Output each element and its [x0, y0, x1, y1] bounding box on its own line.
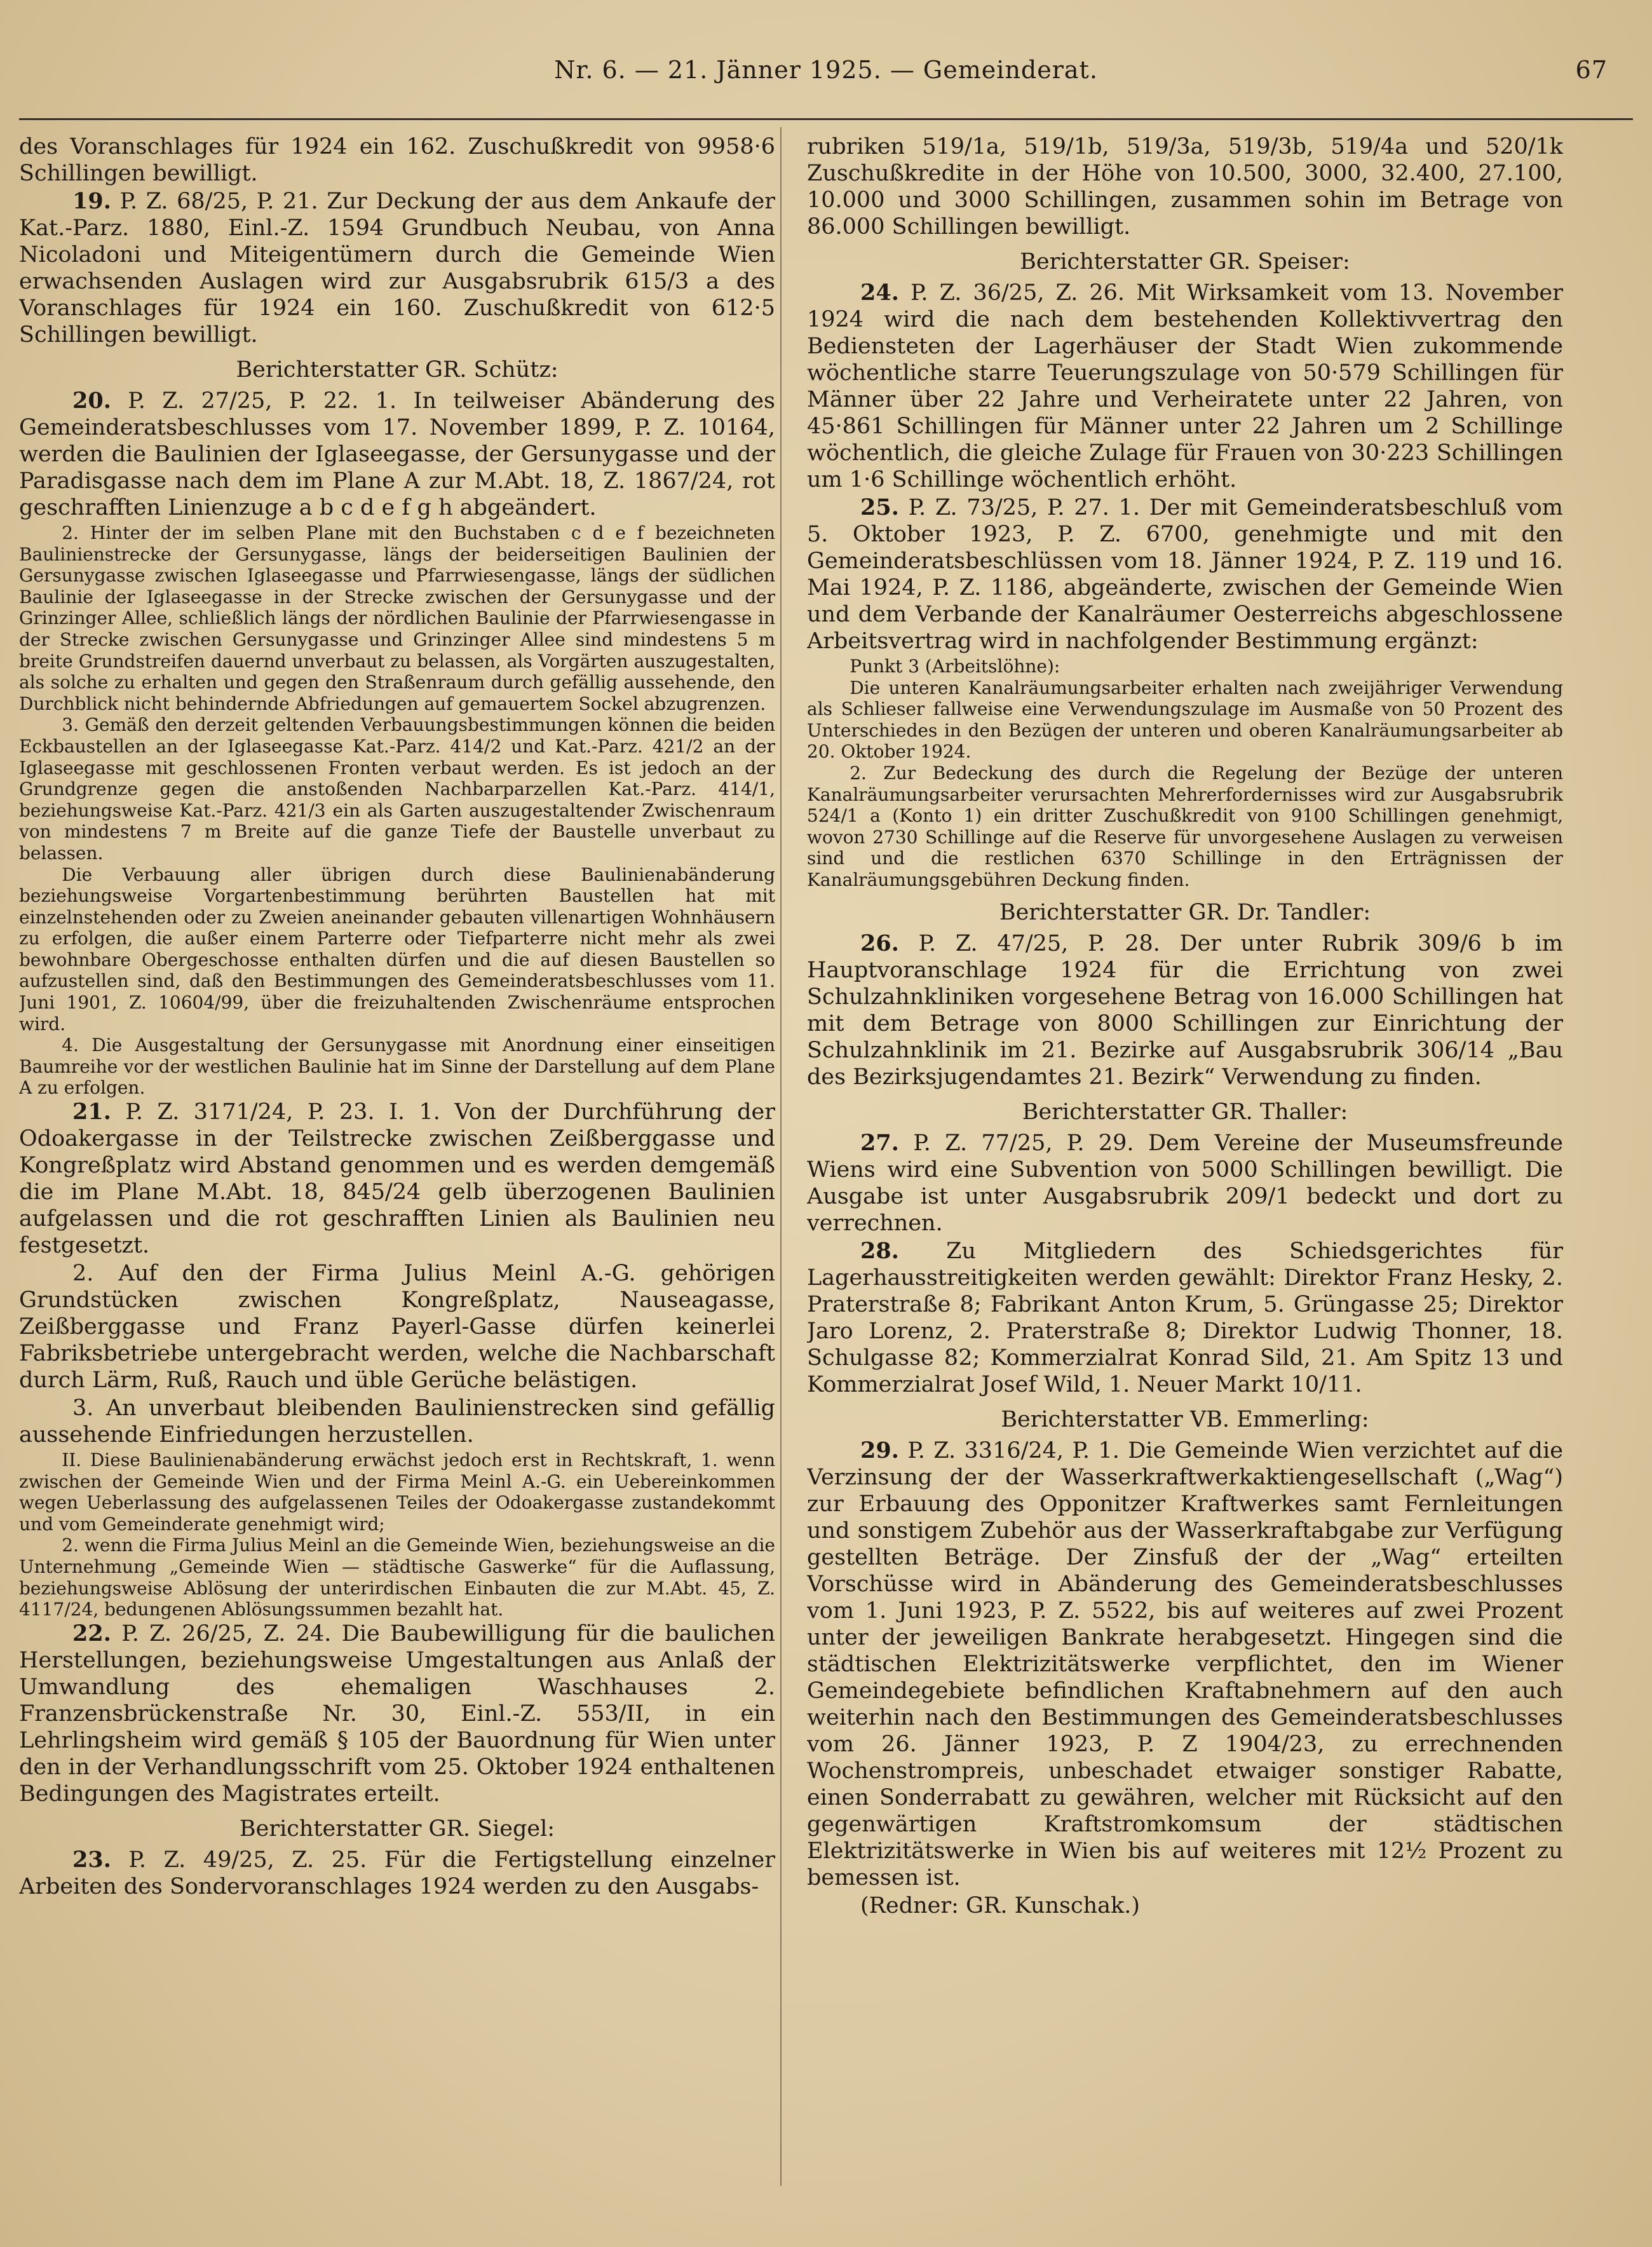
- paragraph-text: P. Z. 36/25, Z. 26. Mit Wirksamkeit vom 13. November 1924 wird die nach dem bestehenden Kollektivvertrag den Bediensteten der Lagerhäuser der Stadt Wien zukommende wöchentliche starre Teuerungszulage von 50·579 Schillingen für Männer über 22 Jahre und Verheiratete unter 22 Jahren, von 45·861 Schillingen für Männer unter 22 Jahren um 2 Schillinge wöchentlich, die gleiche Zulage für Frauen von 30·223 Schillingen um 1·6 Schillinge wöchentlich erhöht.: [807, 280, 1563, 492]
- fine-print-paragraph: [807, 763, 1563, 891]
- item-number: 26.: [860, 930, 899, 956]
- reporter-heading: Berichterstatter GR. Schütz:: [236, 357, 559, 383]
- item-number: 22.: [72, 1620, 111, 1646]
- fine-print-paragraph: [807, 656, 1563, 677]
- header-rule: [19, 118, 1633, 120]
- paragraph-text: Die Verbauung aller übrigen durch diese Baulinienabänderung beziehungsweise Vorgartenbestimmung berührten Baustellen hat mit einzelnstehenden oder zu Zweien aneinander gebauten villenartigen Wohnhäusern zu erfolgen, die außer einem Parterre oder Tiefparterre nicht mehr als zwei bewohnbare Obergeschosse enthalten dürfen und die auf diesen Baustellen so aufzustellen sind, daß den Bestimmungen des Gemeinderatsbeschlusses vom 11. Juni 1901, Z. 10604/99, über die freizuhaltenden Zwischenräume entsprochen wird.: [19, 864, 775, 1035]
- paragraph-text: Zu Mitgliedern des Schiedsgerichtes für Lagerhausstreitigkeiten werden gewählt: Direktor Franz Hesky, 2. Praterstraße 8; Fabrikant Anton Krum, 5. Grüngasse 25; Direktor Jaro Lorenz, 2. Praterstraße 8; Direktor Ludwig Thonner, 18. Schulgasse 82; Kommerzialrat Konrad Sild, 21. Am Spitz 13 und Kommerzialrat Josef Wild, 1. Neuer Markt 10/11.: [807, 1238, 1563, 1397]
- item-number: 24.: [860, 280, 899, 306]
- paragraph-text: rubriken 519/1a, 519/1b, 519/3a, 519/3b, 519/4a und 520/1k Zuschußkredite in der Höhe von 10.500, 3000, 32.400, 27.100, 10.000 und 3000 Schillingen, zusammen sohin im Betrage von 86.000 Schillingen bewilligt.: [807, 134, 1563, 240]
- paragraph-text: P. Z. 47/25, P. 28. Der unter Rubrik 309/6 b im Hauptvoranschlage 1924 für die Errichtung von zwei Schulzahnkliniken vorgesehene Betrag von 16.000 Schillingen hat mit dem Betrage von 8000 Schillingen zur Einrichtung der Schulzahnklinik im 21. Bezirke auf Ausgabsrubrik 306/14 „Bau des Bezirksjugendamtes 21. Bezirk“ Verwendung zu finden.: [807, 930, 1563, 1090]
- paragraph: [19, 388, 775, 521]
- page-number: 67: [1575, 56, 1608, 84]
- paragraph-text: P. Z. 3171/24, P. 23. I. 1. Von der Durchführung der Odoakergasse in der Teilstrecke zwischen Zeißberggasse und Kongreßplatz wird Abstand genommen und es werden demgemäß die im Plane M.Abt. 18, 845/24 gelb überzogenen Baulinien aufgelassen und die rot geschrafften Linien als Baulinien neu festgesetzt.: [19, 1099, 775, 1259]
- paragraph-text: P. Z. 73/25, P. 27. 1. Der mit Gemeinderatsbeschluß vom 5. Oktober 1923, P. Z. 6700, genehmigte und mit den Gemeinderatsbeschlüssen vom 18. Jänner 1924, P. Z. 119 und 16. Mai 1924, P. Z. 1186, abgeänderte, zwischen der Gemeinde Wien und dem Verbande der Kanalräumer Oesterreichs abgeschlossene Arbeitsvertrag wird in nachfolgender Bestimmung ergänzt:: [807, 495, 1563, 654]
- paragraph-text: 2. Zur Bedeckung des durch die Regelung der Bezüge der unteren Kanalräumungsarbeiter verursachten Mehrerfordernisses wird zur Ausgabsrubrik 524/1 a (Konto 1) ein dritter Zuschußkredit von 9100 Schillingen genehmigt, wovon 2730 Schillinge auf die Reserve für unvorgesehene Auslagen zu verweisen sind und die restlichen 6370 Schillinge in den Erträgnissen der Kanalräumungsgebühren Deckung finden.: [807, 762, 1563, 890]
- reporter-heading: Berichterstatter GR. Thaller:: [1022, 1099, 1348, 1125]
- paragraph: [19, 188, 775, 348]
- reporter-heading: Berichterstatter GR. Speiser:: [1020, 249, 1350, 275]
- paragraph: [807, 1437, 1563, 1891]
- paragraph: [19, 1260, 775, 1394]
- item-number: 28.: [860, 1237, 899, 1264]
- paragraph-text: P. Z. 49/25, Z. 25. Für die Fertigstellung einzelner Arbeiten des Sondervoranschlages 1924 werden zu den Ausgabs-: [19, 1847, 775, 1899]
- item-number: 21.: [72, 1099, 111, 1125]
- fine-print-paragraph: [19, 522, 775, 714]
- paragraph-text: P. Z. 77/25, P. 29. Dem Vereine der Museumsfreunde Wiens wird eine Subvention von 5000 Schillingen bewilligt. Die Ausgabe ist unter Ausgabsrubrik 209/1 bedeckt und dort zu verrechnen.: [807, 1130, 1563, 1236]
- paragraph-text: P. Z. 27/25, P. 22. 1. In teilweiser Abänderung des Gemeinderatsbeschlusses vom 17. November 1899, P. Z. 10164, werden die Baulinien der Iglaseegasse, der Gersunygasse und der Paradisgasse nach dem im Plane A zur M.Abt. 18, Z. 1867/24, rot geschrafften Linienzuge a b c d e f g h abgeändert.: [19, 388, 775, 520]
- fine-print-paragraph: [19, 1449, 775, 1535]
- paragraph-text: II. Diese Baulinienabänderung erwächst jedoch erst in Rechtskraft, 1. wenn zwischen der Gemeinde Wien und der Firma Meinl A.-G. ein Uebereinkommen wegen Ueberlassung des aufgelassenen Teiles der Odoakergasse zustandekommt und vom Gemeinderate genehmigt wird;: [19, 1449, 775, 1535]
- item-number: 25.: [860, 494, 899, 520]
- paragraph-text: 3. An unverbaut bleibenden Baulinienstrecken sind gefällig aussehende Einfriedungen herzustellen.: [19, 1395, 775, 1448]
- paragraph: [19, 1620, 775, 1807]
- paragraph-text: (Redner: GR. Kunschak.): [860, 1892, 1141, 1918]
- fine-print-paragraph: [19, 1535, 775, 1620]
- header-text: Nr. 6. — 21. Jänner 1925. — Gemeinderat.: [554, 56, 1098, 84]
- paragraph: [807, 1238, 1563, 1398]
- paragraph: [807, 1892, 1563, 1919]
- reporter-heading: Berichterstatter VB. Emmerling:: [1001, 1406, 1369, 1432]
- paragraph-text: des Voranschlages für 1924 ein 162. Zuschußkredit von 9958·6 Schillingen bewilligt.: [19, 134, 775, 186]
- right-column: [807, 133, 1563, 2199]
- fine-print-paragraph: [807, 677, 1563, 763]
- paragraph-text: P. Z. 3316/24, P. 1. Die Gemeinde Wien verzichtet auf die Verzinsung der der Wasserkraftwerkaktiengesellschaft („Wag“) zur Erbauung des Opponitzer Kraftwerkes samt Fernleitungen und sonstigem Zubehör aus der Wasserkraftabgabe zur Verfügung gestellten Beträge. Der Zinsfuß der der „Wag“ erteilten Vorschüsse wird in Abänderung des Gemeinderatsbeschlusses vom 1. Juni 1923, P. Z. 5522, bis auf weiteres auf zwei Prozent unter der jeweiligen Bankrate herabgesetzt. Hingegen sind die städtischen Elektrizitätswerke verpflichtet, den im Wiener Gemeindegebiete befindlichen Kraftabnehmern auf den auch weiterhin nach den Bestimmungen des Gemeinderatsbeschlusses vom 26. Jänner 1923, P. Z 1904/23, zu errechnenden Wochenstrompreis, unbeschadet etwaiger sonstiger Rabatte, einen Sonderrabatt zu gewähren, welcher mit Rücksicht auf den gegenwärtigen Kraftstromkomsum der städtischen Elektrizitätswerke in Wien bis auf weiteres mit 12½ Prozent zu bemessen ist.: [807, 1437, 1563, 1891]
- paragraph: [807, 280, 1563, 493]
- paragraph: [807, 1130, 1563, 1237]
- reporter-heading: Berichterstatter GR. Siegel:: [239, 1816, 555, 1842]
- paragraph-text: 2. Auf den der Firma Julius Meinl A.-G. gehörigen Grundstücken zwischen Kongreßplatz, Nauseagasse, Zeißberggasse und Franz Payerl-Gasse dürfen keinerlei Fabriksbetriebe untergebracht werden, welche die Nachbarschaft durch Lärm, Ruß, Rauch und üble Gerüche belästigen.: [19, 1261, 775, 1394]
- paragraph-text: Punkt 3 (Arbeitslöhne):: [850, 656, 1060, 677]
- fine-print-paragraph: [19, 714, 775, 864]
- paragraph: [807, 930, 1563, 1090]
- paragraph-text: 4. Die Ausgestaltung der Gersunygasse mit Anordnung einer einseitigen Baumreihe vor der westlichen Baulinie hat im Sinne der Darstellung auf dem Plane A zu erfolgen.: [19, 1035, 775, 1099]
- paragraph-text: 3. Gemäß den derzeit geltenden Verbauungsbestimmungen können die beiden Eckbaustellen an der Iglaseegasse Kat.-Parz. 414/2 und Kat.-Parz. 421/2 an der Iglaseegasse mit geschlossenen Fronten verbaut werden. Es ist jedoch an der Grundgrenze gegen die anstoßenden Nachbarparzellen Kat.-Parz. 414/1, beziehungsweise Kat.-Parz. 421/3 ein als Garten auszugestaltender Zwischenraum von mindestens 7 m Breite auf die ganze Tiefe der Baustelle unverbaut zu belassen.: [19, 714, 775, 864]
- paragraph: [19, 1847, 775, 1900]
- page-header: [19, 56, 1633, 107]
- paragraph-text: P. Z. 68/25, P. 21. Zur Deckung der aus dem Ankaufe der Kat.-Parz. 1880, Einl.-Z. 1594 Grundbuch Neubau, von Anna Nicoladoni und Miteigentümern durch die Gemeinde Wien erwachsenden Auslagen wird zur Ausgabsrubrik 615/3 a des Voranschlages für 1924 ein 160. Zuschußkredit von 612·5 Schillingen bewilligt.: [19, 189, 775, 348]
- paragraph-text: 2. wenn die Firma Julius Meinl an die Gemeinde Wien, beziehungsweise an die Unternehmung „Gemeinde Wien — städtische Gaswerke“ für die Auflassung, beziehungsweise Ablösung der unterirdischen Einbauten die zur M.Abt. 45, Z. 4117/24, bedungenen Ablösungssummen bezahlt hat.: [19, 1535, 775, 1620]
- item-number: 29.: [860, 1437, 899, 1463]
- paragraph: [19, 1395, 775, 1448]
- paragraph: [807, 133, 1563, 240]
- item-number: 19.: [72, 188, 111, 214]
- paragraph-text: P. Z. 26/25, Z. 24. Die Baubewilligung für die baulichen Herstellungen, beziehungsweise Umgestaltungen aus Anlaß der Umwandlung des ehemaligen Waschhauses 2. Franzensbrückenstraße Nr. 30, Einl.-Z. 553/II, in ein Lehrlingsheim wird gemäß § 105 der Bauordnung für Wien unter den in der Verhandlungsschrift vom 25. Oktober 1924 enthaltenen Bedingungen des Magistrates erteilt.: [19, 1620, 775, 1807]
- item-number: 20.: [72, 388, 111, 414]
- paragraph-text: 2. Hinter der im selben Plane mit den Buchstaben c d e f bezeichneten Baulinienstrecke der Gersunygasse, längs der beiderseitigen Baulinien der Gersunygasse zwischen Iglaseegasse und Pfarrwiesengasse, längs der südlichen Baulinie der Iglaseegasse in der Strecke zwischen der Gersunygasse und der Grinzinger Allee, schließlich längs der nördlichen Baulinie der Pfarrwiesengasse in der Strecke zwischen Gersunygasse und Grinzinger Allee sind mindestens 5 m breite Grundstreifen dauernd unverbaut zu belassen, als Vorgärten auszugestalten, als solche zu erhalten und gegen den Straßenraum durch gefällig aussehende, den Durchblick nicht behindernde Abfriedungen auf gemauertem Sockel abzugrenzen.: [19, 522, 775, 714]
- fine-print-paragraph: [19, 1035, 775, 1099]
- fine-print-paragraph: [19, 864, 775, 1035]
- reporter-heading: Berichterstatter GR. Dr. Tandler:: [999, 899, 1371, 925]
- paragraph: [807, 494, 1563, 655]
- left-column: [19, 133, 775, 2199]
- column-divider: [780, 127, 782, 2186]
- paragraph-text: Die unteren Kanalräumungsarbeiter erhalten nach zweijähriger Verwendung als Schlieser fallweise eine Verwendungszulage im Ausmaße von 50 Prozent des Unterschiedes in den Bezügen der unteren und oberen Kanalräumungsarbeiter ab 20. Oktober 1924.: [807, 677, 1563, 763]
- item-number: 23.: [72, 1846, 111, 1873]
- paragraph: [19, 1099, 775, 1259]
- item-number: 27.: [860, 1129, 899, 1156]
- paragraph: [19, 133, 775, 187]
